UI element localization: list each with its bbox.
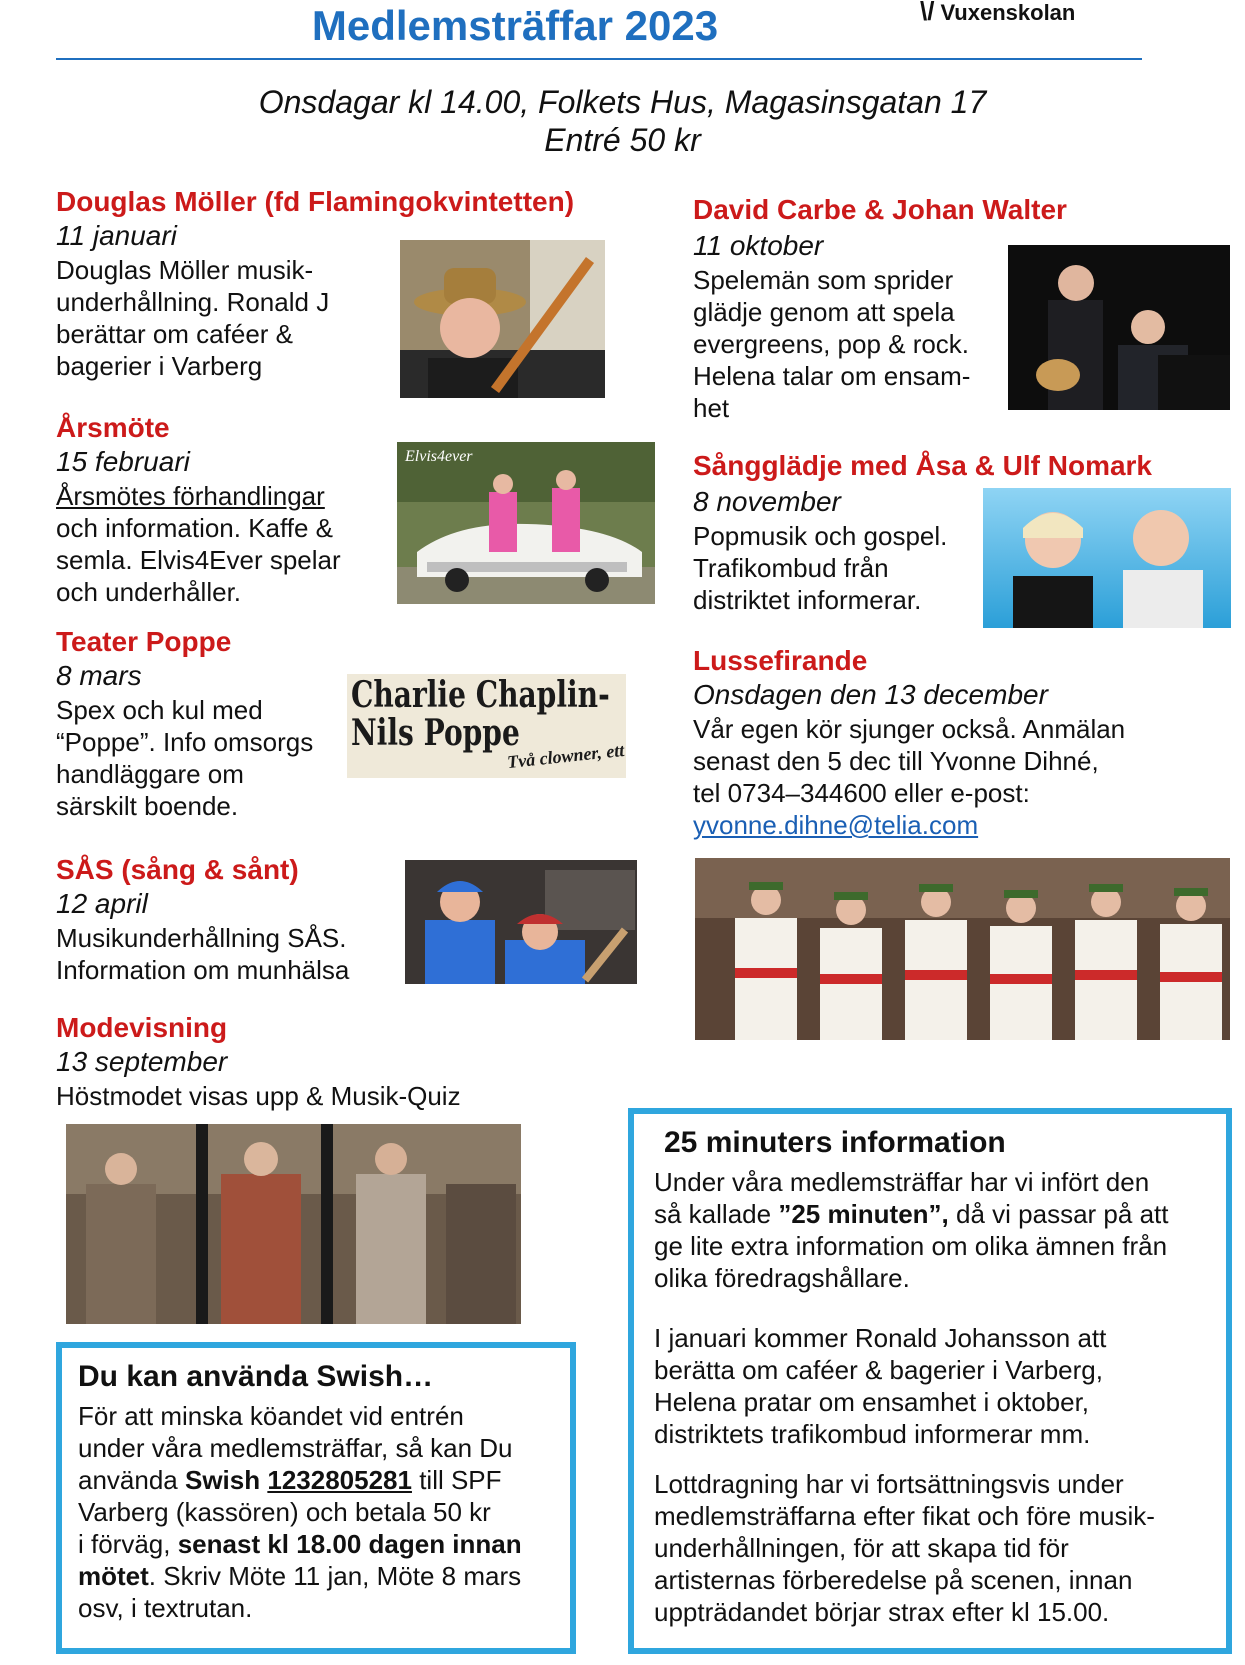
photo-sas-duo [405,860,637,984]
text-line: Helena pratar om ensamhet i oktober, [654,1387,1090,1417]
info-box-paragraph-1 [654,1166,1168,1294]
photo-elvis4ever [397,442,655,604]
swish-box-text [78,1400,522,1624]
text-line: och underhåller. [56,577,242,607]
text-line: För att minska köandet vid entrén [78,1401,464,1431]
email-link[interactable]: yvonne.dihne@telia.com [693,810,979,840]
text-line: medlemsträffarna efter fikat och före musik- [654,1501,1155,1531]
logo-text: Vuxenskolan [940,0,1076,25]
text-line [78,1560,522,1592]
swish-number: 1232805281 [267,1465,412,1495]
swish-deadline: senast kl 18.00 dagen innan [177,1529,522,1559]
poster-charlie-chaplin-nils-poppe [347,674,626,778]
text-line: Lottdragning har vi fortsättningsvis under [654,1469,1124,1499]
event-text-sas [56,922,349,986]
text-fragment: använda [78,1465,185,1495]
text-line: “Poppe”. Info omsorgs [56,727,314,757]
event-date-sas: 12 april [56,888,148,919]
event-date-lusse: Onsdagen den 13 december [693,679,1048,710]
photo-douglas-moller [400,240,605,398]
event-heading-douglas: Douglas Möller (fd Flamingokvintetten) [56,186,575,217]
event-text-douglas [56,254,329,382]
event-date-douglas: 11 januari [56,220,177,251]
event-heading-teater: Teater Poppe [56,626,232,657]
event-heading-arsmote: Årsmöte [56,412,170,443]
text-fragment: till SPF [411,1465,502,1495]
text-line: bagerier i Varberg [56,351,263,381]
event-date-arsmote: 15 februari [56,446,190,477]
text-line: Spex och kul med [56,695,263,725]
text-line: osv, i textrutan. [78,1593,253,1623]
text-line: handläggare om [56,759,244,789]
info-box-title: 25 minuters information [664,1126,1006,1159]
text-line: Höstmodet visas upp & Musik-Quiz [56,1081,461,1111]
text-line: tel 0734–344600 eller e-post: [693,778,1030,808]
text-line [654,1198,1168,1230]
photo-caption-elvis4ever: Elvis4ever [405,448,473,465]
text-line: Musikunderhållning SÅS. [56,923,347,953]
text-fragment: . Skriv Möte 11 jan, Möte 8 mars [148,1561,522,1591]
text-line: distriktets trafikombud informerar mm. [654,1419,1091,1449]
text-line: ge lite extra information om olika ämnen från [654,1231,1168,1261]
text-line: uppträdandet börjar strax efter kl 15.00. [654,1597,1110,1627]
event-text-mode [56,1080,461,1112]
text-line: evergreens, pop & rock. [693,329,970,359]
text-line: artisternas förberedelse på scenen, innan [654,1565,1133,1595]
swish-label: Swish [184,1465,261,1495]
event-heading-david: David Carbe & Johan Walter [693,194,1067,225]
title-divider [56,58,1142,60]
text-line: Trafikombud från [693,553,889,583]
text-line: särskilt boende. [56,791,239,821]
text-line: Årsmötes förhandlingar [56,481,325,511]
poster-line-3: Två clowner, ett [506,739,626,773]
logo [920,0,1075,27]
text-line: Information om munhälsa [56,955,350,985]
text-line: distriktet informerar. [693,585,922,615]
event-text-arsmote [56,480,341,608]
text-line [78,1528,522,1560]
event-text-lusse [693,713,1125,841]
text-fragment: så kallade [654,1199,779,1229]
swish-box-title: Du kan använda Swish… [78,1360,434,1393]
text-line: glädje genom att spela [693,297,955,327]
event-heading-lusse: Lussefirande [693,645,868,676]
text-line: Under våra medlemsträffar har vi infört den [654,1167,1150,1197]
text-fragment: mötet [78,1561,149,1591]
poster-line-1: Charlie Chaplin- [351,674,610,716]
text-line: olika föredragshållare. [654,1263,910,1293]
text-fragment: då vi passar på att [948,1199,1169,1229]
event-text-teater [56,694,313,822]
event-date-teater: 8 mars [56,660,142,691]
event-heading-sang: Sångglädje med Åsa & Ulf Nomark [693,450,1153,481]
photo-asa-ulf-nomark [983,488,1231,628]
text-line: under våra medlemsträffar, så kan Du [78,1433,513,1463]
photo-fashion-show [66,1124,521,1324]
logo-mark-icon: \/ [920,0,935,26]
text-fragment: i förväg, [78,1529,178,1559]
subtitle-entry-fee: Entré 50 kr [544,122,701,158]
text-line: I januari kommer Ronald Johansson att [654,1323,1107,1353]
subtitle-schedule: Onsdagar kl 14.00, Folkets Hus, Magasinsgatan 17 [258,84,987,120]
event-heading-mode: Modevisning [56,1012,228,1043]
text-line: Varberg (kassören) och betala 50 kr [78,1497,491,1527]
text-line: berätta om caféer & bagerier i Varberg, [654,1355,1103,1385]
text-line: Douglas Möller musik- [56,255,314,285]
text-line: het [693,393,730,423]
text-fragment: ”25 minuten”, [778,1199,949,1229]
event-date-mode: 13 september [56,1046,228,1077]
text-line: berättar om caféer & [56,319,293,349]
text-line: Popmusik och gospel. [693,521,948,551]
text-line: underhållningen, för att skapa tid för [654,1533,1069,1563]
text-line: och information. Kaffe & [56,513,334,543]
text-line: Vår egen kör sjunger också. Anmälan [693,714,1126,744]
info-box-paragraph-3 [654,1468,1155,1628]
swish-info-box [56,1342,576,1654]
text-line: semla. Elvis4Ever spelar [56,545,341,575]
poster-line-2: Nils Poppe [351,712,520,754]
photo-david-carbe-johan-walter [1008,245,1230,410]
text-line: underhållning. Ronald J [56,287,330,317]
event-date-sang: 8 november [693,486,841,517]
page-title: Medlemsträffar 2023 [311,2,719,49]
event-text-david [693,264,970,424]
text-line: Spelemän som sprider [693,265,954,295]
event-date-david: 11 oktober [693,230,824,261]
info-25-minutes-box [628,1108,1232,1654]
photo-lucia-choir [695,858,1230,1040]
text-line [78,1464,522,1496]
event-heading-sas: SÅS (sång & sånt) [56,854,299,885]
event-text-sang [693,520,947,616]
text-line: Helena talar om ensam- [693,361,971,391]
info-box-paragraph-2 [654,1322,1106,1450]
text-line: senast den 5 dec till Yvonne Dihné, [693,746,1099,776]
